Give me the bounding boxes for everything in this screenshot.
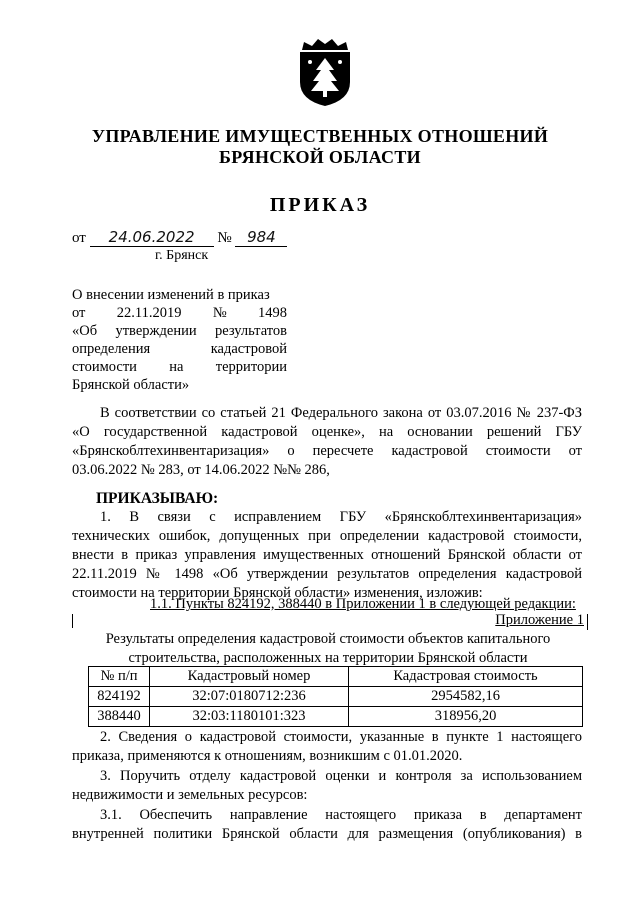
subject-line: О внесении изменений в приказ: [72, 287, 270, 303]
org-name-line2: БРЯНСКОЙ ОБЛАСТИ: [219, 147, 421, 167]
subject-line: [72, 340, 287, 358]
caption-line: Результаты определения кадастровой стоимости объектов капитального: [105, 631, 551, 647]
table-row: [89, 687, 583, 707]
appendix-label: Приложение 1: [495, 612, 584, 628]
number-sign: №: [217, 230, 232, 246]
subject-word: определения: [72, 341, 151, 357]
subject-word: «Об: [72, 323, 98, 339]
city: г. Брянск: [155, 248, 209, 263]
order-line: внутренней политики Брянской области для размещения (опубликования) в: [72, 826, 582, 842]
subject-word: кадастровой: [210, 341, 287, 357]
subject-word: утверждении: [115, 323, 197, 339]
order-line: приказа, применяются к отношениям, возникшим с 01.01.2020.: [72, 748, 463, 764]
order-line: стоимости на территории Брянской области» изменения, изложив:: [72, 585, 483, 601]
table-header-row: [89, 667, 583, 687]
order-item-3: [72, 767, 582, 805]
subject-word: на: [169, 359, 184, 375]
table-caption: [72, 630, 584, 668]
preamble-line: 03.06.2022 № 283, от 14.06.2022 №№ 286,: [72, 462, 330, 478]
subject-word: стоимости: [72, 359, 137, 375]
table-cell: 32:03:1180101:323: [150, 707, 349, 727]
caption-line: строительства, расположенных на территории Брянской области: [128, 650, 528, 666]
bracket-mark: [587, 614, 588, 630]
preamble-line: «Брянскоблтехинвентаризация» о пересчете кадастровой стоимости от: [72, 443, 582, 459]
order-item-1: [72, 508, 582, 603]
order-item-2: [72, 728, 582, 766]
order-line: внести в приказ управления имущественных отношений Брянской области от: [72, 547, 582, 563]
bracket-mark: [72, 614, 73, 628]
order-line: недвижимости и земельных ресурсов:: [72, 787, 308, 803]
table-cell: 318956,20: [349, 707, 583, 727]
subject-line: [72, 322, 287, 340]
order-line: 3.1. Обеспечить направление настоящего приказа в департамент: [100, 807, 582, 823]
subject-word: 1498: [258, 305, 287, 321]
order-line: 22.11.2019 № 1498 «Об утверждении результатов определения кадастровой: [72, 566, 582, 582]
order-heading: ПРИКАЗЫВАЮ:: [96, 490, 219, 507]
order-number: 984: [235, 228, 287, 247]
order-item-1-1: 1.1. Пункты 824192, 388440 в Приложении 1 в следующей редакции:: [150, 596, 576, 612]
preamble-line: В соответствии со статьей 21 Федерального закона от 03.07.2016 № 237-ФЗ: [100, 405, 582, 421]
bryansk-coat-of-arms-icon: [296, 36, 354, 108]
subject-line: Брянской области»: [72, 377, 190, 393]
order-line: 1. В связи с исправлением ГБУ «Брянскоблтехинвентаризация»: [100, 509, 582, 525]
date-prefix: от: [72, 230, 86, 246]
document-type: ПРИКАЗ: [269, 194, 371, 216]
org-name-line1: УПРАВЛЕНИЕ ИМУЩЕСТВЕННЫХ ОТНОШЕНИЙ: [91, 126, 549, 146]
table-cell: 388440: [89, 707, 150, 727]
preamble: [72, 404, 582, 480]
table-cell: 824192: [89, 687, 150, 707]
cadastral-table: [88, 666, 583, 727]
order-item-3-1: [72, 806, 582, 844]
subject-word: результатов: [214, 323, 287, 339]
column-header: Кадастровая стоимость: [349, 667, 583, 687]
subject-word: 22.11.2019: [116, 305, 182, 321]
preamble-line: «О государственной кадастровой оценке», на основании решений ГБУ: [72, 424, 582, 440]
table-cell: 2954582,16: [349, 687, 583, 707]
subject-word: №: [212, 305, 227, 321]
column-header: Кадастровый номер: [150, 667, 349, 687]
column-header: № п/п: [89, 667, 150, 687]
appendix-line: [72, 612, 584, 628]
order-date: 24.06.2022: [90, 228, 214, 247]
order-line: технических ошибок, допущенных при определении кадастровой стоимости,: [72, 528, 582, 544]
table-cell: 32:07:0180712:236: [150, 687, 349, 707]
order-line: 3. Поручить отделу кадастровой оценки и контроля за использованием: [100, 768, 582, 784]
subject-word: от: [72, 305, 86, 321]
subject-word: территории: [215, 359, 287, 375]
date-number-line: [72, 228, 332, 250]
table-row: [89, 707, 583, 727]
order-line: 2. Сведения о кадастровой стоимости, указанные в пункте 1 настоящего: [100, 729, 582, 745]
subject-line: [72, 304, 287, 322]
subject-block: [72, 286, 287, 394]
subject-line: [72, 358, 287, 376]
